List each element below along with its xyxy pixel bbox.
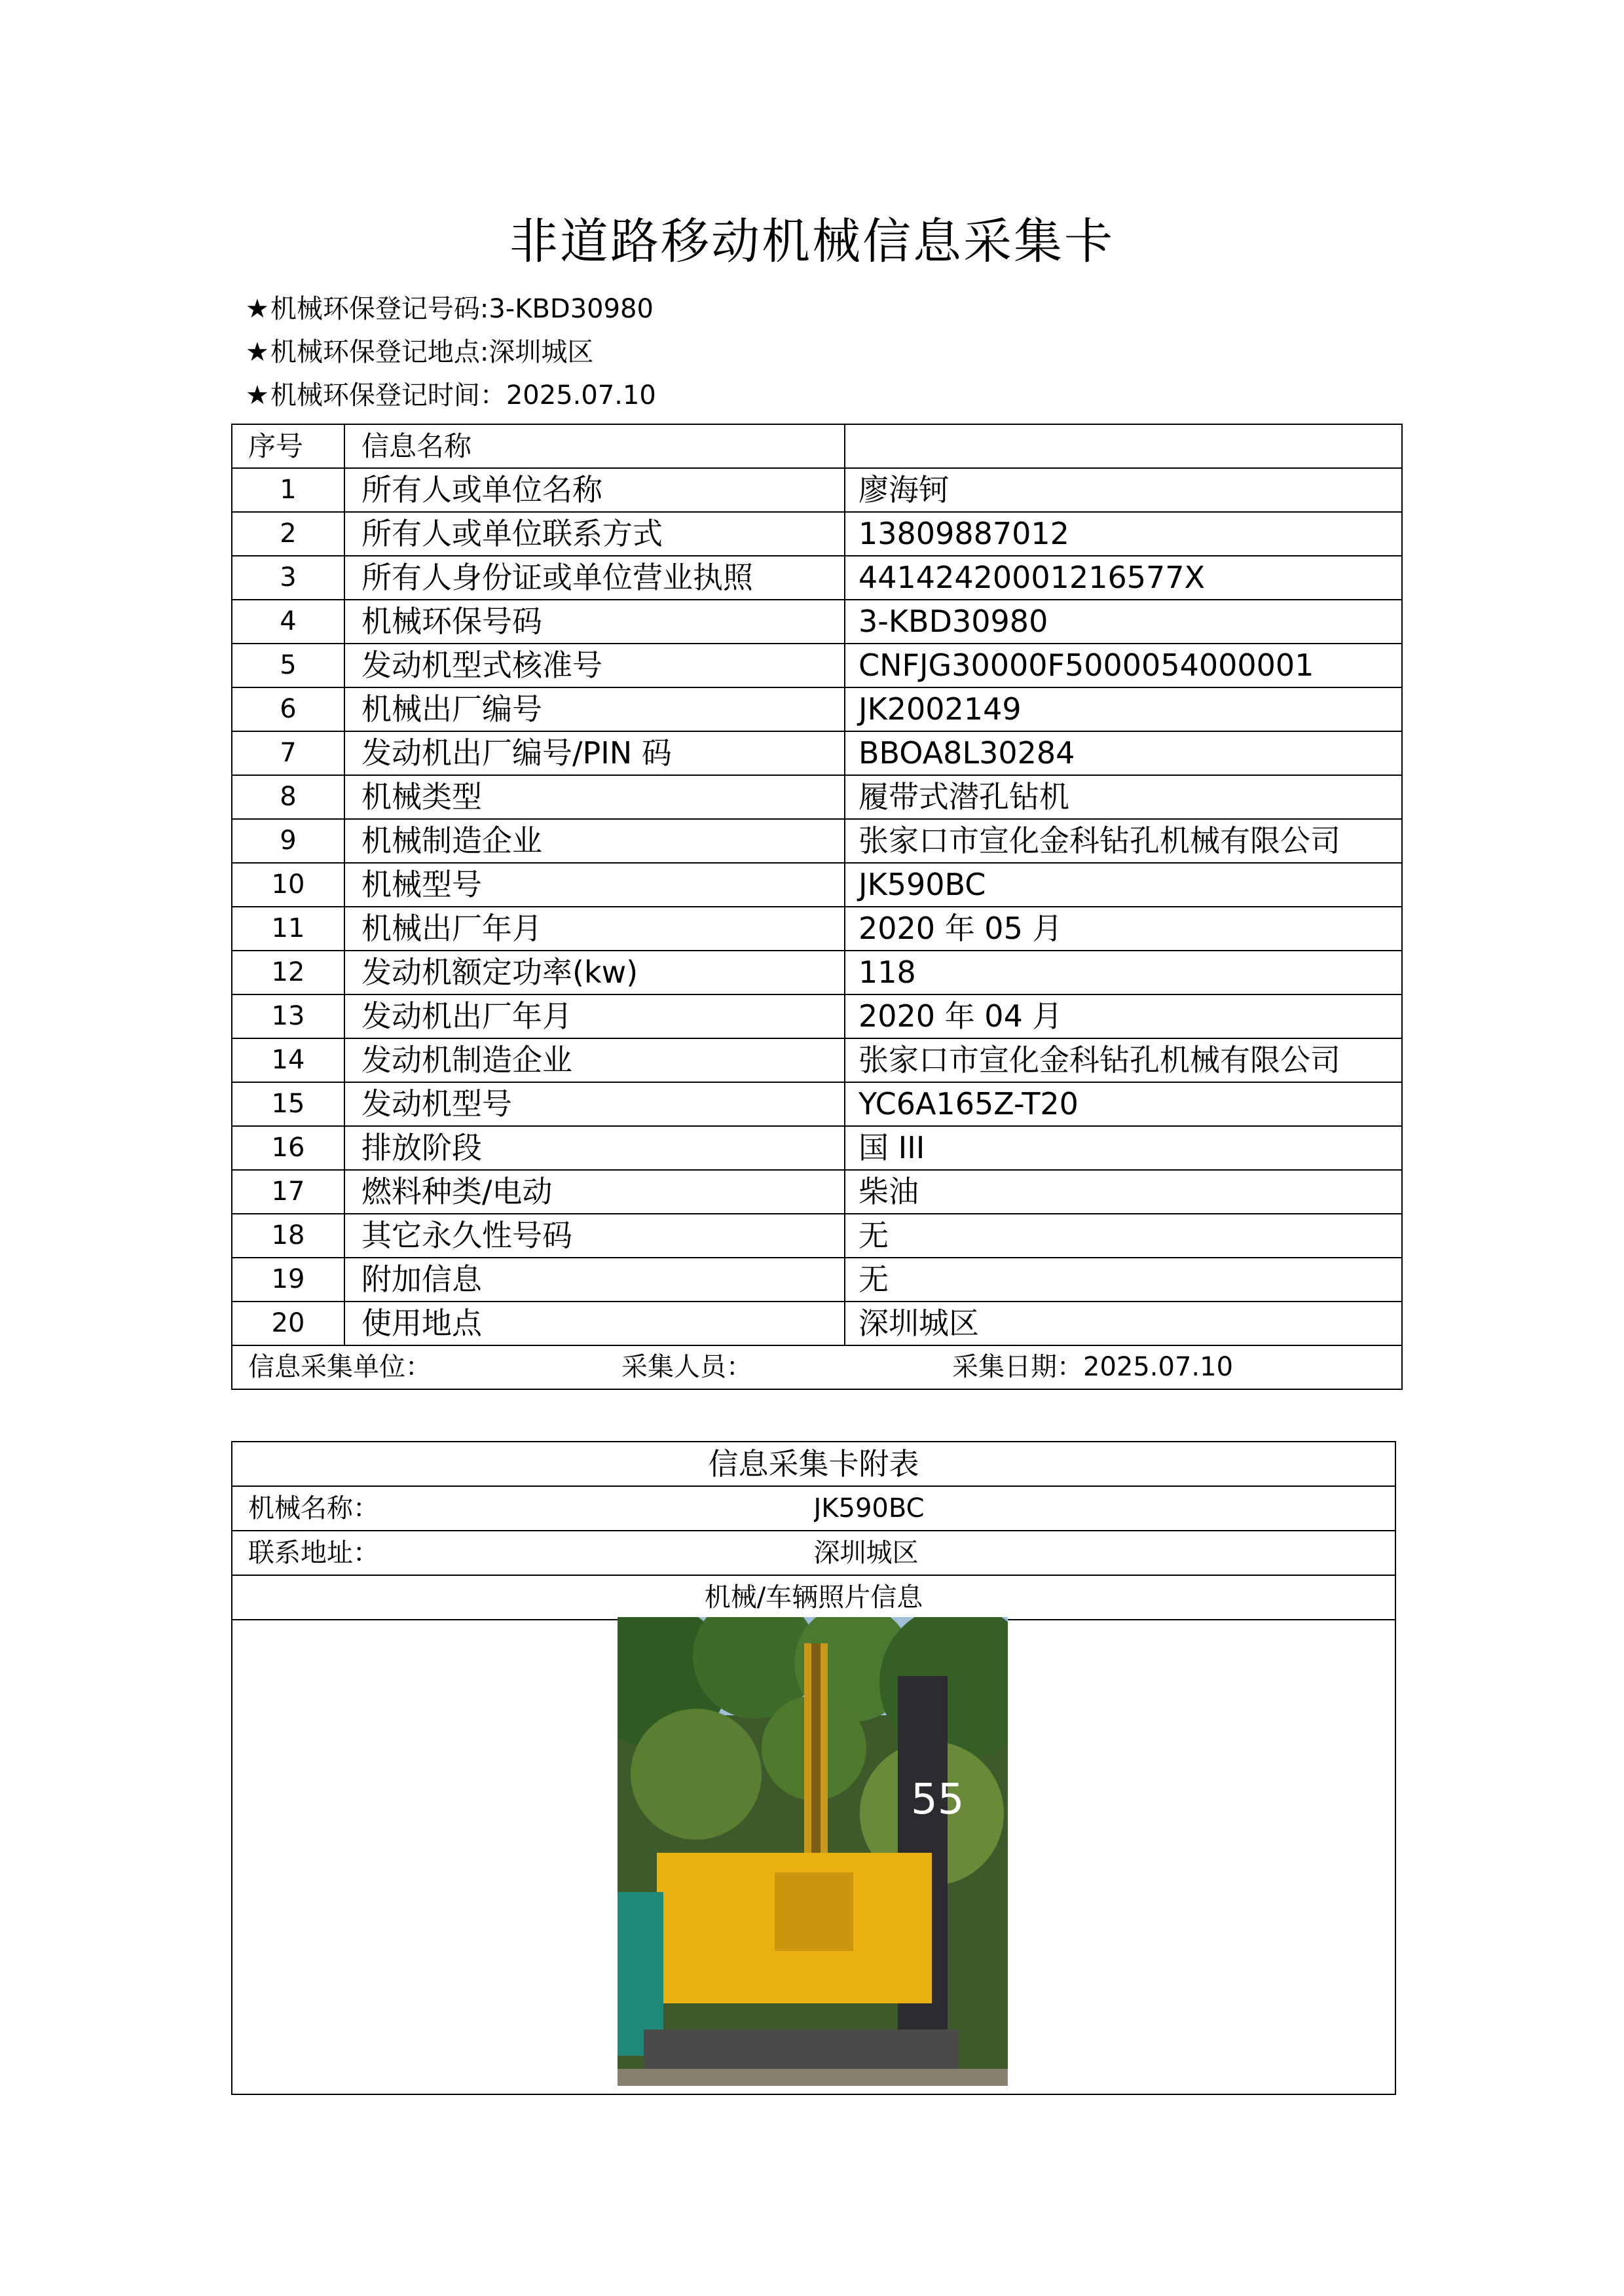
collection-date: 采集日期：2025.07.10 [952, 1352, 1234, 1382]
row-value: 廖海钶 [845, 468, 1402, 512]
row-value: BBOA8L30284 [845, 731, 1402, 775]
registration-time [246, 374, 656, 412]
collector: 采集人员： [621, 1352, 752, 1382]
row-name: 发动机制造企业 [344, 1038, 845, 1082]
row-name: 发动机型号 [344, 1082, 845, 1126]
row-no: 17 [232, 1170, 344, 1214]
row-name: 发动机出厂编号/PIN 码 [344, 731, 845, 775]
row-value: JK2002149 [845, 687, 1402, 731]
table-footer-row [232, 1345, 1402, 1389]
address-value: 深圳城区 [814, 1531, 1396, 1575]
header-no: 序号 [232, 424, 344, 468]
appendix-title: 信息采集卡附表 [232, 1442, 1395, 1486]
row-name: 其它永久性号码 [344, 1214, 845, 1258]
table-row [232, 863, 1402, 907]
row-no: 10 [232, 863, 344, 907]
row-no: 8 [232, 775, 344, 819]
table-row [232, 687, 1402, 731]
row-no: 7 [232, 731, 344, 775]
row-name: 机械类型 [344, 775, 845, 819]
table-row [232, 951, 1402, 994]
row-name: 发动机出厂年月 [344, 994, 845, 1038]
collection-unit: 信息采集单位： [248, 1352, 432, 1382]
row-value: 13809887012 [845, 512, 1402, 556]
row-no: 13 [232, 994, 344, 1038]
row-name: 机械出厂年月 [344, 907, 845, 951]
table-row [232, 731, 1402, 775]
row-no: 6 [232, 687, 344, 731]
row-value: 118 [845, 951, 1402, 994]
machine-name-value: JK590BC [814, 1486, 1396, 1531]
row-value: 张家口市宣化金科钻孔机械有限公司 [845, 1038, 1402, 1082]
row-no: 19 [232, 1258, 344, 1302]
row-name: 发动机型式核准号 [344, 644, 845, 687]
table-row [232, 644, 1402, 687]
registration-number-text: 机械环保登记号码:3-KBD30980 [270, 294, 654, 324]
machine-name-row [232, 1486, 1395, 1531]
star-icon: ★ [246, 294, 269, 324]
table-row [232, 1258, 1402, 1302]
row-value: 3-KBD30980 [845, 600, 1402, 644]
registration-number [246, 288, 654, 325]
row-value: 履带式潜孔钻机 [845, 775, 1402, 819]
row-no: 15 [232, 1082, 344, 1126]
row-value: 2020 年 04 月 [845, 994, 1402, 1038]
table-row [232, 1302, 1402, 1345]
registration-location-text: 机械环保登记地点:深圳城区 [270, 337, 594, 367]
row-name: 所有人或单位名称 [344, 468, 845, 512]
row-value: YC6A165Z-T20 [845, 1082, 1402, 1126]
drill-rig-illustration [618, 1617, 1008, 2086]
row-no: 5 [232, 644, 344, 687]
header-value [845, 424, 1402, 468]
info-table [231, 424, 1403, 1390]
row-name: 机械制造企业 [344, 819, 845, 863]
row-value: 44142420001216577X [845, 556, 1402, 600]
table-row [232, 994, 1402, 1038]
table-row [232, 512, 1402, 556]
row-value: 无 [845, 1214, 1402, 1258]
row-value: 2020 年 05 月 [845, 907, 1402, 951]
row-name: 所有人身份证或单位营业执照 [344, 556, 845, 600]
table-row [232, 468, 1402, 512]
row-no: 11 [232, 907, 344, 951]
photo-title-row [232, 1575, 1395, 1620]
table-header-row [232, 424, 1402, 468]
table-row [232, 1214, 1402, 1258]
row-name: 附加信息 [344, 1258, 845, 1302]
row-name: 机械型号 [344, 863, 845, 907]
table-row [232, 1038, 1402, 1082]
row-name: 机械出厂编号 [344, 687, 845, 731]
table-row [232, 1126, 1402, 1170]
row-no: 12 [232, 951, 344, 994]
row-value: 无 [845, 1258, 1402, 1302]
row-no: 2 [232, 512, 344, 556]
row-value: 张家口市宣化金科钻孔机械有限公司 [845, 819, 1402, 863]
table-row [232, 556, 1402, 600]
row-value: JK590BC [845, 863, 1402, 907]
table-row [232, 819, 1402, 863]
table-row [232, 907, 1402, 951]
machine-name-label: 机械名称： [232, 1486, 814, 1531]
pipe-marking: 55 [911, 1776, 965, 1824]
table-row [232, 1170, 1402, 1214]
row-no: 3 [232, 556, 344, 600]
photo-title: 机械/车辆照片信息 [232, 1575, 1395, 1620]
table-row [232, 600, 1402, 644]
row-value: 柴油 [845, 1170, 1402, 1214]
page-title: 非道路移动机械信息采集卡 [509, 213, 1115, 270]
registration-location [246, 331, 593, 369]
row-value: 深圳城区 [845, 1302, 1402, 1345]
tree-foliage [631, 1709, 762, 1840]
machine-photo [618, 1617, 1008, 2086]
row-no: 20 [232, 1302, 344, 1345]
row-value: CNFJG30000F5000054000001 [845, 644, 1402, 687]
table-row [232, 1082, 1402, 1126]
row-no: 16 [232, 1126, 344, 1170]
table-row [232, 775, 1402, 819]
address-label: 联系地址： [232, 1531, 814, 1575]
row-name: 燃料种类/电动 [344, 1170, 845, 1214]
row-name: 使用地点 [344, 1302, 845, 1345]
row-name: 排放阶段 [344, 1126, 845, 1170]
row-no: 9 [232, 819, 344, 863]
ground [618, 2069, 1008, 2086]
row-no: 4 [232, 600, 344, 644]
track [644, 2030, 958, 2075]
row-no: 14 [232, 1038, 344, 1082]
star-icon: ★ [246, 337, 269, 367]
row-name: 机械环保号码 [344, 600, 845, 644]
cab [775, 1872, 853, 1951]
row-value: 国 III [845, 1126, 1402, 1170]
row-no: 18 [232, 1214, 344, 1258]
address-row [232, 1531, 1395, 1575]
row-name: 所有人或单位联系方式 [344, 512, 845, 556]
row-no: 1 [232, 468, 344, 512]
star-icon: ★ [246, 380, 269, 410]
table-footer [232, 1345, 1402, 1389]
row-name: 发动机额定功率(kw) [344, 951, 845, 994]
header-name: 信息名称 [344, 424, 845, 468]
registration-time-text: 机械环保登记时间：2025.07.10 [270, 380, 656, 410]
appendix-title-row [232, 1442, 1395, 1486]
